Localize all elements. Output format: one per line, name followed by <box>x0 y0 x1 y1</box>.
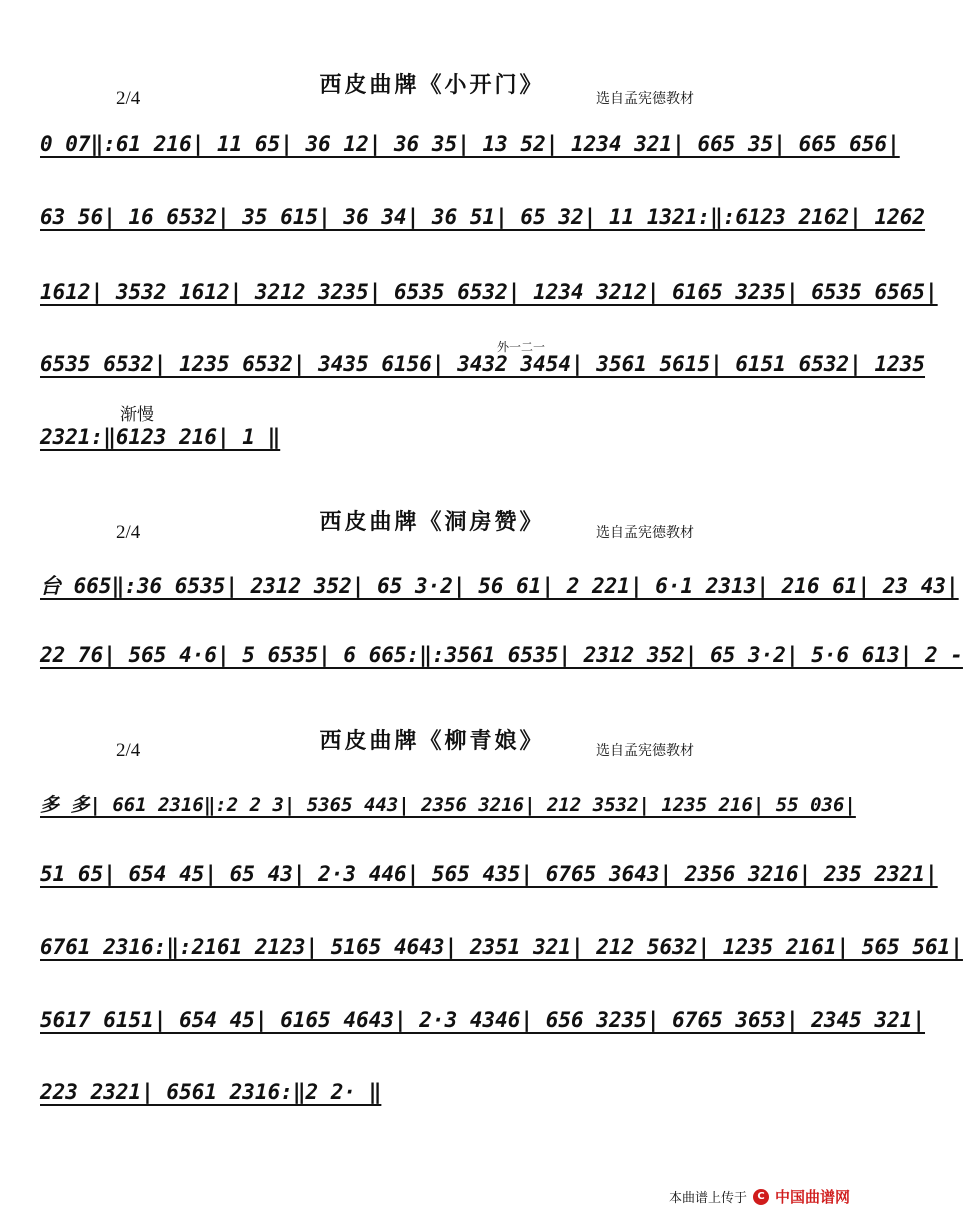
annotation: 外一二一 <box>497 340 546 354</box>
notation-line: 0 07‖:61 216| 11 65| 36 12| 36 35| 13 52| 1234 321| 665 35| 665 656| <box>40 132 900 156</box>
notation-line: 6535 6532| 1235 6532| 3435 6156| 3432 3454| 3561 5615| 6151 6532| 1235 <box>40 352 926 376</box>
qupu-logo-icon: C <box>753 1189 769 1205</box>
time-signature: 2/4 <box>116 88 141 109</box>
footer-watermark <box>669 1186 850 1207</box>
time-signature: 2/4 <box>116 522 141 543</box>
site-name: 中国曲谱网 <box>774 1188 850 1206</box>
notation-line: 1612| 3532 1612| 3212 3235| 6535 6532| 1234 3212| 6165 3235| 6535 6565| <box>40 280 938 304</box>
notation-line: 台 665‖:36 6535| 2312 352| 65 3·2| 56 61| 2 221| 6·1 2313| 216 61| 23 43| <box>40 574 959 598</box>
tempo-mark: 渐慢 <box>120 405 154 425</box>
notation-line: 63 56| 16 6532| 35 615| 36 34| 36 51| 65 32| 11 1321:‖:6123 2162| 1262 <box>40 205 926 229</box>
notation-line: 51 65| 654 45| 65 43| 2·3 446| 565 435| 6765 3643| 2356 3216| 235 2321| <box>40 862 938 886</box>
piece-title: 西皮曲牌《洞房赞》 <box>319 509 545 535</box>
notation-line: 多 多| 661 2316‖:2 2 3| 5365 443| 2356 3216| 212 3532| 1235 216| 55 036| <box>40 794 856 816</box>
piece-title: 西皮曲牌《小开门》 <box>319 72 545 98</box>
upload-text: 本曲谱上传于 <box>668 1191 747 1206</box>
source-credit: 选自孟宪德教材 <box>596 743 694 759</box>
notation-line: 2321:‖6123 216| 1 ‖ <box>40 425 281 449</box>
notation-line: 6761 2316:‖:2161 2123| 5165 4643| 2351 321| 212 5632| 1235 2161| 565 561| <box>40 935 963 959</box>
notation-line: 223 2321| 6561 2316:‖2 2· ‖ <box>40 1080 382 1104</box>
notation-line: 22 76| 565 4·6| 5 6535| 6 665:‖:3561 6535| 2312 352| 65 3·2| 5·6 613| 2 - <box>40 643 963 667</box>
piece-title: 西皮曲牌《柳青娘》 <box>319 728 545 754</box>
source-credit: 选自孟宪德教材 <box>596 91 694 107</box>
time-signature: 2/4 <box>116 740 141 761</box>
notation-line: 5617 6151| 654 45| 6165 4643| 2·3 4346| 656 3235| 6765 3653| 2345 321| <box>40 1008 926 1032</box>
source-credit: 选自孟宪德教材 <box>596 525 694 541</box>
